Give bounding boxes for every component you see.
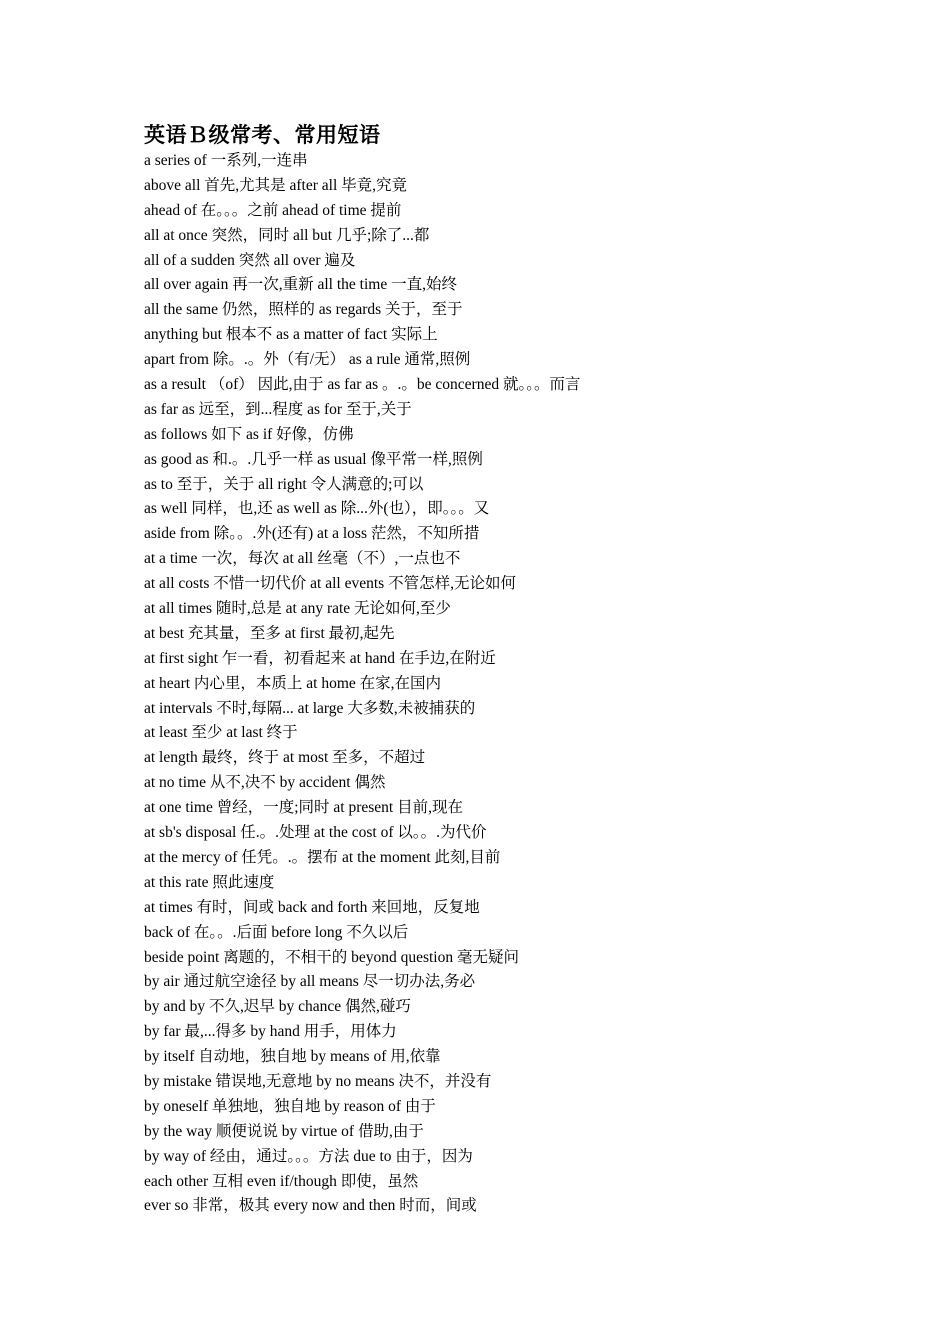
phrase-line: by oneself 单独地，独自地 by reason of 由于 <box>144 1097 436 1115</box>
phrase-line: by air 通过航空途径 by all means 尽一切办法,务必 <box>144 973 476 991</box>
phrase-line: at the mercy of 任凭。.。摆布 at the moment 此刻,目前 <box>144 848 501 866</box>
phrase-line: at one time 曾经，一度;同时 at present 目前,现在 <box>144 799 463 817</box>
phrase-line: at a time 一次，每次 at all 丝毫（不）,一点也不 <box>144 550 461 568</box>
phrase-line: ahead of 在。。。之前 ahead of time 提前 <box>144 201 402 219</box>
phrase-line: by way of 经由，通过。。。方法 due to 由于，因为 <box>144 1147 473 1165</box>
phrase-line: by itself 自动地，独自地 by means of 用,依靠 <box>144 1048 441 1066</box>
phrase-line: back of 在。。.后面 before long 不久以后 <box>144 923 409 941</box>
phrase-line: at no time 从不,决不 by accident 偶然 <box>144 774 386 792</box>
phrase-line: above all 首先,尤其是 after all 毕竟,究竟 <box>144 176 408 194</box>
phrase-line: all at once 突然，同时 all but 几乎;除了...都 <box>144 226 430 244</box>
phrase-line: as well 同样，也,还 as well as 除...外(也），即。。。又 <box>144 500 490 518</box>
phrase-line: by far 最,...得多 by hand 用手，用体力 <box>144 1023 397 1041</box>
phrase-line: ever so 非常，极其 every now and then 时而，间或 <box>144 1197 477 1215</box>
phrase-line: anything but 根本不 as a matter of fact 实际上 <box>144 326 438 344</box>
phrase-line: beside point 离题的，不相干的 beyond question 毫无疑问 <box>144 948 519 966</box>
phrase-line: at times 有时，间或 back and forth 来回地，反复地 <box>144 898 480 916</box>
phrase-line: at intervals 不时,每隔... at large 大多数,未被捕获的 <box>144 699 476 717</box>
phrase-line: a series of 一系列,一连串 <box>144 152 308 169</box>
phrase-line: by mistake 错误地,无意地 by no means 决不，并没有 <box>144 1072 492 1090</box>
phrase-line: at all times 随时,总是 at any rate 无论如何,至少 <box>144 600 451 618</box>
document-title: 英语Ｂ级常考、常用短语 <box>144 123 381 147</box>
phrase-line: all of a sudden 突然 all over 遍及 <box>144 251 356 269</box>
phrase-line: each other 互相 even if/though 即使，虽然 <box>144 1172 419 1190</box>
phrase-line: by and by 不久,迟早 by chance 偶然,碰巧 <box>144 998 411 1016</box>
phrase-line: at this rate 照此速度 <box>144 873 275 891</box>
phrase-line: at best 充其量，至多 at first 最初,起先 <box>144 624 395 642</box>
phrase-line: at least 至少 at last 终于 <box>144 724 298 742</box>
document-page <box>144 121 904 1219</box>
phrase-line: as a result （of） 因此,由于 as far as 。.。be concerned 就。。。而言 <box>144 376 581 394</box>
phrase-line: as to 至于，关于 all right 令人满意的;可以 <box>144 475 424 493</box>
phrase-line: apart from 除。.。外（有/无） as a rule 通常,照例 <box>144 351 471 369</box>
phrase-line: as follows 如下 as if 好像，仿佛 <box>144 425 354 443</box>
phrase-line: by the way 顺便说说 by virtue of 借助,由于 <box>144 1122 424 1140</box>
phrase-line: all over again 再一次,重新 all the time 一直,始终 <box>144 276 457 294</box>
phrase-line: aside from 除。。.外(还有) at a loss 茫然，不知所措 <box>144 525 480 543</box>
phrase-list <box>144 149 904 1219</box>
phrase-line: as far as 远至，到...程度 as for 至于,关于 <box>144 400 412 418</box>
phrase-line: at sb's disposal 任.。.处理 at the cost of 以。。.为代价 <box>144 824 487 842</box>
phrase-line: all the same 仍然，照样的 as regards 关于，至于 <box>144 301 463 319</box>
phrase-line: at heart 内心里，本质上 at home 在家,在国内 <box>144 674 442 692</box>
phrase-line: at length 最终，终于 at most 至多，不超过 <box>144 749 426 767</box>
phrase-line: at all costs 不惜一切代价 at all events 不管怎样,无论如何 <box>144 575 516 593</box>
phrase-line: as good as 和.。.几乎一样 as usual 像平常一样,照例 <box>144 450 483 468</box>
phrase-line: at first sight 乍一看，初看起来 at hand 在手边,在附近 <box>144 649 496 667</box>
